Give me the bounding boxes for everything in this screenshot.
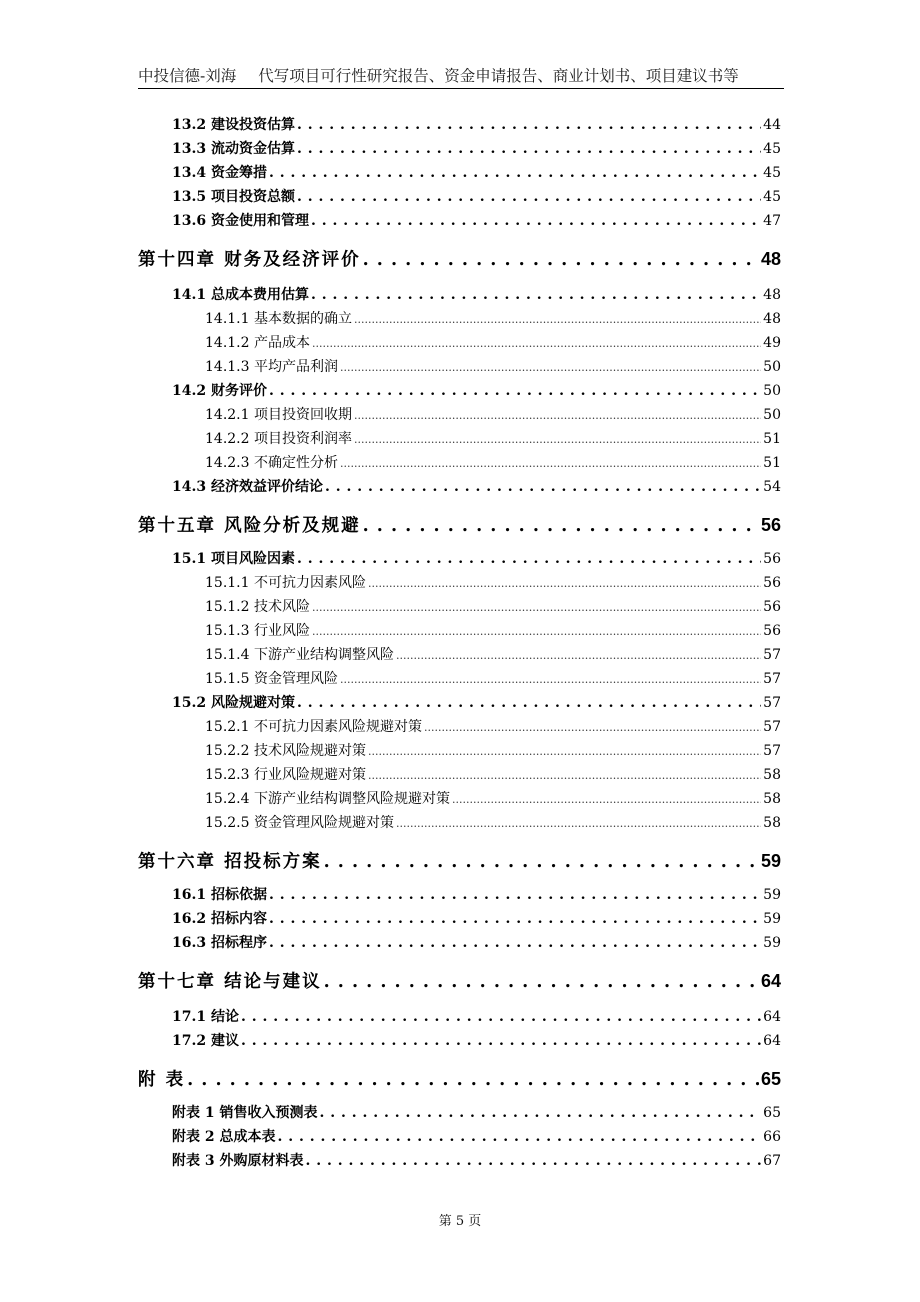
toc-entry-title: 14.2.2 项目投资利润率 — [205, 431, 352, 447]
toc-page-number: 64 — [763, 1033, 781, 1049]
toc-page-number: 65 — [760, 1069, 781, 1089]
toc-subsection-entry[interactable] — [205, 788, 781, 808]
toc-section-entry[interactable] — [172, 284, 781, 304]
toc-chapter-entry[interactable] — [138, 1066, 781, 1091]
toc-entry-title: 15.1.2 技术风险 — [205, 599, 310, 615]
dot-leader — [269, 935, 761, 951]
toc-page-number: 64 — [763, 1009, 781, 1025]
toc-entry-title: 16.1 招标依据 — [172, 887, 267, 903]
toc-entry-title: 15.1.3 行业风险 — [205, 623, 310, 639]
toc-page-number: 59 — [763, 911, 781, 927]
toc-subsection-entry[interactable] — [205, 572, 781, 592]
toc-entry-title: 14.1.2 产品成本 — [205, 335, 310, 351]
dot-leader — [363, 516, 759, 536]
dot-leader — [354, 311, 761, 327]
dot-leader — [340, 359, 761, 375]
toc-page-number: 58 — [763, 815, 781, 831]
toc-section-entry[interactable] — [172, 210, 781, 230]
toc-page-number: 48 — [763, 311, 781, 327]
dot-leader — [306, 1153, 762, 1169]
dot-leader — [396, 647, 761, 663]
toc-entry-title: 13.4 资金筹措 — [172, 165, 267, 181]
toc-page-number: 57 — [763, 743, 781, 759]
page-number: 第 5 页 — [438, 1214, 482, 1229]
dot-leader — [368, 575, 761, 591]
toc-page-number: 56 — [763, 623, 781, 639]
dot-leader — [324, 972, 759, 992]
toc-entry-title: 15.1.5 资金管理风险 — [205, 671, 338, 687]
dot-leader — [297, 551, 761, 567]
toc-section-entry[interactable] — [172, 162, 781, 182]
dot-leader — [312, 623, 761, 639]
toc-entry-title: 14.2.3 不确定性分析 — [205, 455, 338, 471]
toc-entry-title: 14.3 经济效益评价结论 — [172, 479, 323, 495]
toc-entry-title: 第十六章 招投标方案 — [138, 852, 322, 872]
toc-section-entry[interactable] — [172, 1126, 781, 1146]
toc-page-number: 58 — [763, 767, 781, 783]
toc-subsection-entry[interactable] — [205, 308, 781, 328]
toc-page-number: 59 — [763, 887, 781, 903]
toc-entry-title: 16.2 招标内容 — [172, 911, 267, 927]
toc-section-entry[interactable] — [172, 932, 781, 952]
toc-entry-title: 13.6 资金使用和管理 — [172, 213, 309, 229]
dot-leader — [187, 1070, 759, 1090]
toc-entry-title: 附表 1 销售收入预测表 — [172, 1105, 318, 1121]
toc-entry-title: 13.3 流动资金估算 — [172, 141, 295, 157]
toc-page-number: 66 — [763, 1129, 781, 1145]
toc-section-entry[interactable] — [172, 138, 781, 158]
toc-section-entry[interactable] — [172, 884, 781, 904]
dot-leader — [363, 250, 759, 270]
toc-page-number: 59 — [763, 935, 781, 951]
toc-page-number: 56 — [760, 515, 781, 535]
toc-subsection-entry[interactable] — [205, 332, 781, 352]
toc-entry-title: 15.2 风险规避对策 — [172, 695, 295, 711]
toc-subsection-entry[interactable] — [205, 644, 781, 664]
toc-entry-title: 15.2.2 技术风险规避对策 — [205, 743, 366, 759]
toc-section-entry[interactable] — [172, 380, 781, 400]
dot-leader — [297, 141, 761, 157]
toc-page-number: 48 — [760, 249, 781, 269]
toc-page-number: 45 — [763, 189, 781, 205]
toc-section-entry[interactable] — [172, 692, 781, 712]
dot-leader — [325, 479, 761, 495]
dot-leader — [354, 407, 761, 423]
toc-entry-title: 15.1.1 不可抗力因素风险 — [205, 575, 366, 591]
dot-leader — [269, 383, 761, 399]
toc-subsection-entry[interactable] — [205, 596, 781, 616]
dot-leader — [312, 335, 761, 351]
toc-section-entry[interactable] — [172, 1102, 781, 1122]
toc-section-entry[interactable] — [172, 114, 781, 134]
toc-entry-title: 第十五章 风险分析及规避 — [138, 516, 361, 536]
toc-entry-title: 15.1.4 下游产业结构调整风险 — [205, 647, 394, 663]
toc-entry-title: 15.2.1 不可抗力因素风险规避对策 — [205, 719, 422, 735]
toc-entry-title: 17.1 结论 — [172, 1009, 239, 1025]
toc-page-number: 65 — [763, 1105, 781, 1121]
toc-subsection-entry[interactable] — [205, 356, 781, 376]
dot-leader — [452, 791, 761, 807]
toc-page-number: 51 — [763, 431, 781, 447]
dot-leader — [297, 695, 761, 711]
toc-entry-title: 16.3 招标程序 — [172, 935, 267, 951]
dot-leader — [312, 599, 761, 615]
toc-subsection-entry[interactable] — [205, 620, 781, 640]
toc-subsection-entry[interactable] — [205, 428, 781, 448]
toc-entry-title: 14.1.1 基本数据的确立 — [205, 311, 352, 327]
toc-section-entry[interactable] — [172, 548, 781, 568]
toc-page-number: 44 — [763, 117, 781, 133]
dot-leader — [324, 852, 759, 872]
toc-page-number: 50 — [763, 407, 781, 423]
toc-entry-title: 14.1.3 平均产品利润 — [205, 359, 338, 375]
toc-chapter-entry[interactable] — [138, 968, 781, 993]
dot-leader — [368, 743, 761, 759]
dot-leader — [354, 431, 761, 447]
toc-entry-title: 14.1 总成本费用估算 — [172, 287, 309, 303]
dot-leader — [269, 165, 761, 181]
toc-section-entry[interactable] — [172, 1030, 781, 1050]
toc-page-number: 45 — [763, 141, 781, 157]
toc-entry-title: 15.2.3 行业风险规避对策 — [205, 767, 366, 783]
header-author: 中投信德-刘海 — [138, 67, 237, 85]
toc-page-number: 57 — [763, 695, 781, 711]
toc-page-number: 51 — [763, 455, 781, 471]
dot-leader — [269, 887, 761, 903]
dot-leader — [396, 815, 761, 831]
toc-entry-title: 附表 3 外购原材料表 — [172, 1153, 304, 1169]
toc-page-number: 56 — [763, 599, 781, 615]
dot-leader — [320, 1105, 762, 1121]
toc-subsection-entry[interactable] — [205, 404, 781, 424]
toc-entry-title: 第十七章 结论与建议 — [138, 972, 322, 992]
toc-page-number: 54 — [763, 479, 781, 495]
toc-page-number: 47 — [763, 213, 781, 229]
dot-leader — [269, 911, 761, 927]
toc-chapter-entry[interactable] — [138, 848, 781, 873]
toc-page-number: 58 — [763, 791, 781, 807]
toc-section-entry[interactable] — [172, 908, 781, 928]
toc-page-number: 50 — [763, 383, 781, 399]
toc-page-number: 45 — [763, 165, 781, 181]
toc-entry-title: 13.5 项目投资总额 — [172, 189, 295, 205]
toc-entry-title: 15.1 项目风险因素 — [172, 551, 295, 567]
toc-section-entry[interactable] — [172, 1006, 781, 1026]
toc-entry-title: 14.2.1 项目投资回收期 — [205, 407, 352, 423]
toc-entry-title: 附表 2 总成本表 — [172, 1129, 276, 1145]
dot-leader — [297, 117, 761, 133]
dot-leader — [297, 189, 761, 205]
toc-section-entry[interactable] — [172, 476, 781, 496]
toc-page-number: 57 — [763, 671, 781, 687]
toc-entry-title: 附 表 — [138, 1070, 186, 1090]
toc-entry-title: 13.2 建设投资估算 — [172, 117, 295, 133]
toc-page-number: 57 — [763, 647, 781, 663]
toc-section-entry[interactable] — [172, 1150, 781, 1170]
toc-subsection-entry[interactable] — [205, 668, 781, 688]
dot-leader — [340, 455, 761, 471]
toc-subsection-entry[interactable] — [205, 452, 781, 472]
dot-leader — [241, 1033, 761, 1049]
toc-page-number: 49 — [763, 335, 781, 351]
toc-entry-title: 15.2.4 下游产业结构调整风险规避对策 — [205, 791, 450, 807]
toc-page-number: 50 — [763, 359, 781, 375]
header-services: 代写项目可行性研究报告、资金申请报告、商业计划书、项目建议书等 — [258, 67, 739, 85]
toc-page-number: 56 — [763, 551, 781, 567]
toc-chapter-entry[interactable] — [138, 512, 781, 537]
toc-page-number: 57 — [763, 719, 781, 735]
toc-page-number: 67 — [763, 1153, 781, 1169]
toc-page-number: 56 — [763, 575, 781, 591]
toc-section-entry[interactable] — [172, 186, 781, 206]
toc-page-number: 64 — [760, 971, 781, 991]
toc-page-number: 48 — [763, 287, 781, 303]
toc-chapter-entry[interactable] — [138, 246, 781, 271]
dot-leader — [340, 671, 761, 687]
toc-subsection-entry[interactable] — [205, 812, 781, 832]
toc-page-number: 59 — [760, 851, 781, 871]
toc-subsection-entry[interactable] — [205, 740, 781, 760]
dot-leader — [368, 767, 761, 783]
toc-entry-title: 15.2.5 资金管理风险规避对策 — [205, 815, 394, 831]
toc-subsection-entry[interactable] — [205, 716, 781, 736]
toc-entry-title: 14.2 财务评价 — [172, 383, 267, 399]
dot-leader — [278, 1129, 762, 1145]
dot-leader — [311, 287, 761, 303]
dot-leader — [311, 213, 761, 229]
toc-entry-title: 第十四章 财务及经济评价 — [138, 250, 361, 270]
dot-leader — [241, 1009, 761, 1025]
toc-subsection-entry[interactable] — [205, 764, 781, 784]
dot-leader — [424, 719, 761, 735]
toc-entry-title: 17.2 建议 — [172, 1033, 239, 1049]
